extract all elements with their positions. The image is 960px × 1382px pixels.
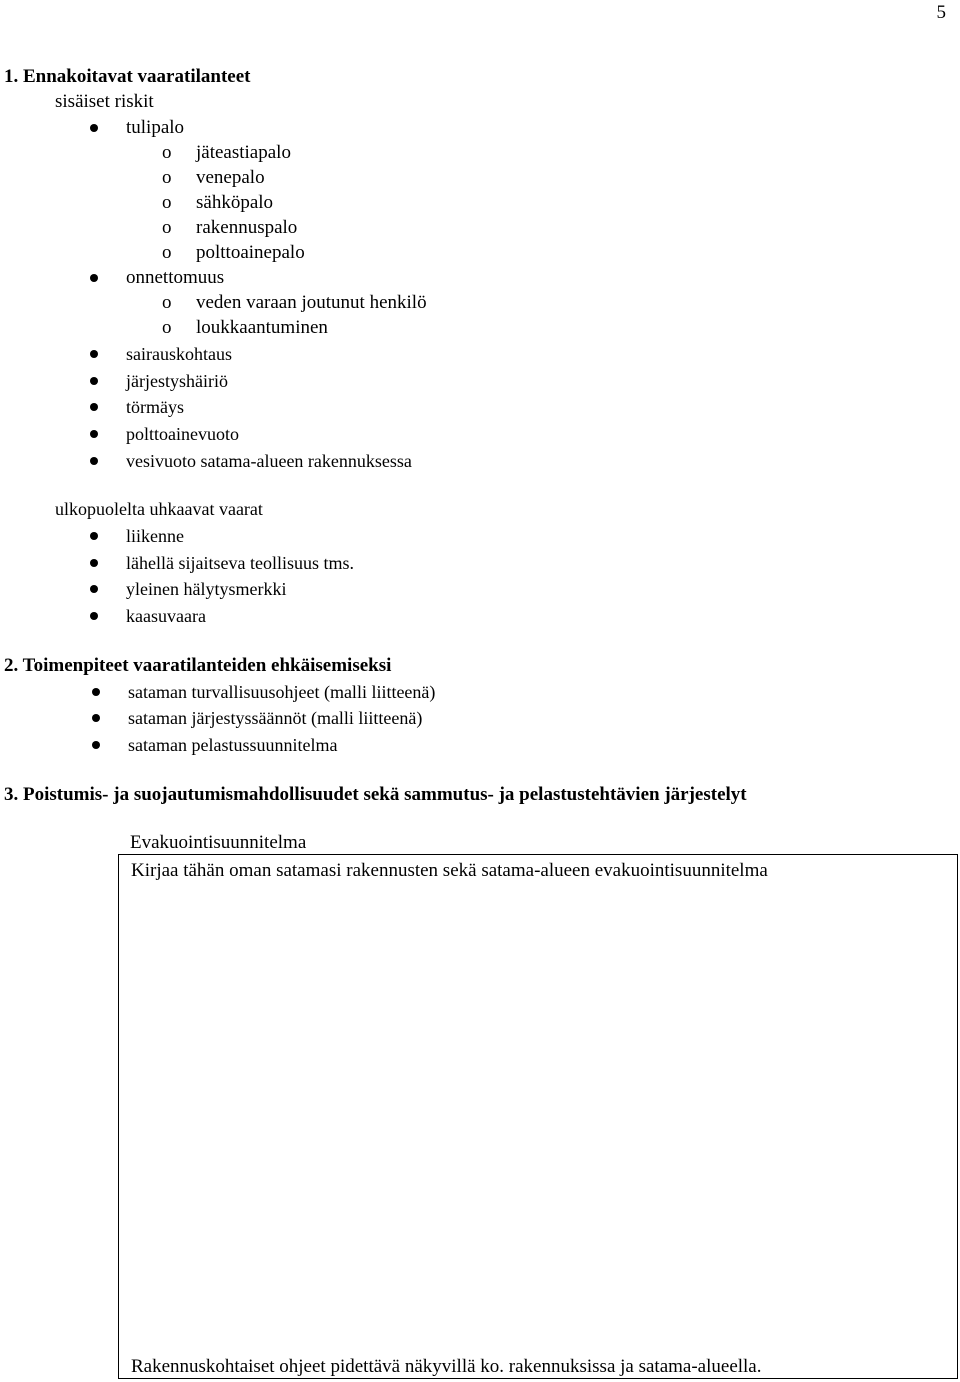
list-item: onnettomuus [126, 267, 225, 288]
section-3-heading: 3. Poistumis- ja suojautumismahdollisuudet sekä sammutus- ja pelastustehtävien järjestelyt [4, 784, 747, 805]
bullet-icon [90, 612, 98, 620]
sub-list-item: rakennuspalo [196, 217, 298, 238]
list-item: vesivuoto satama-alueen rakennuksessa [126, 451, 412, 471]
circle-bullet-icon: o [162, 192, 172, 213]
list-item: törmäys [126, 397, 184, 417]
bullet-icon [90, 350, 98, 358]
sub-list-item: sähköpalo [196, 192, 274, 213]
page-number: 5 [936, 2, 946, 23]
list-item: sataman pelastussuunnitelma [128, 735, 338, 755]
circle-bullet-icon: o [162, 142, 172, 163]
bullet-icon [90, 585, 98, 593]
list-item: sairauskohtaus [126, 344, 232, 364]
evacuation-plan-box[interactable] [118, 854, 958, 1379]
bullet-icon [90, 274, 98, 282]
bullet-icon [90, 430, 98, 438]
bullet-icon [90, 377, 98, 385]
sub-list-item: venepalo [196, 167, 265, 188]
sub-list-item: polttoainepalo [196, 242, 305, 263]
evacuation-plan-footer: Rakennuskohtaiset ohjeet pidettävä näkyvillä ko. rakennuksissa ja satama-alueella. [131, 1356, 762, 1377]
list-item: polttoainevuoto [126, 424, 239, 444]
bullet-icon [90, 124, 98, 132]
bullet-icon [90, 532, 98, 540]
bullet-icon [90, 457, 98, 465]
list-item: yleinen hälytysmerkki [126, 579, 287, 599]
bullet-icon [92, 714, 100, 722]
internal-risks-label: sisäiset riskit [55, 91, 154, 112]
list-item: kaasuvaara [126, 606, 206, 626]
evacuation-plan-title: Evakuointisuunnitelma [130, 832, 307, 853]
section-2-heading: 2. Toimenpiteet vaaratilanteiden ehkäisemiseksi [4, 655, 392, 676]
bullet-icon [92, 688, 100, 696]
list-item: lähellä sijaitseva teollisuus tms. [126, 553, 354, 573]
bullet-icon [90, 559, 98, 567]
circle-bullet-icon: o [162, 242, 172, 263]
evacuation-plan-instruction: Kirjaa tähän oman satamasi rakennusten sekä satama-alueen evakuointisuunnitelma [131, 860, 768, 881]
bullet-icon [92, 741, 100, 749]
bullet-icon [90, 403, 98, 411]
circle-bullet-icon: o [162, 167, 172, 188]
sub-list-item: jäteastiapalo [196, 142, 291, 163]
list-item: sataman järjestyssäännöt (malli liitteenä) [128, 708, 423, 728]
sub-list-item: loukkaantuminen [196, 317, 328, 338]
list-item: liikenne [126, 526, 184, 546]
sub-list-item: veden varaan joutunut henkilö [196, 292, 427, 313]
list-item: järjestyshäiriö [126, 371, 228, 391]
section-1-heading: 1. Ennakoitavat vaaratilanteet [4, 66, 251, 87]
list-item: sataman turvallisuusohjeet (malli liitteenä) [128, 682, 436, 702]
circle-bullet-icon: o [162, 217, 172, 238]
list-item: tulipalo [126, 117, 185, 138]
circle-bullet-icon: o [162, 317, 172, 338]
circle-bullet-icon: o [162, 292, 172, 313]
external-threats-label: ulkopuolelta uhkaavat vaarat [55, 499, 263, 519]
